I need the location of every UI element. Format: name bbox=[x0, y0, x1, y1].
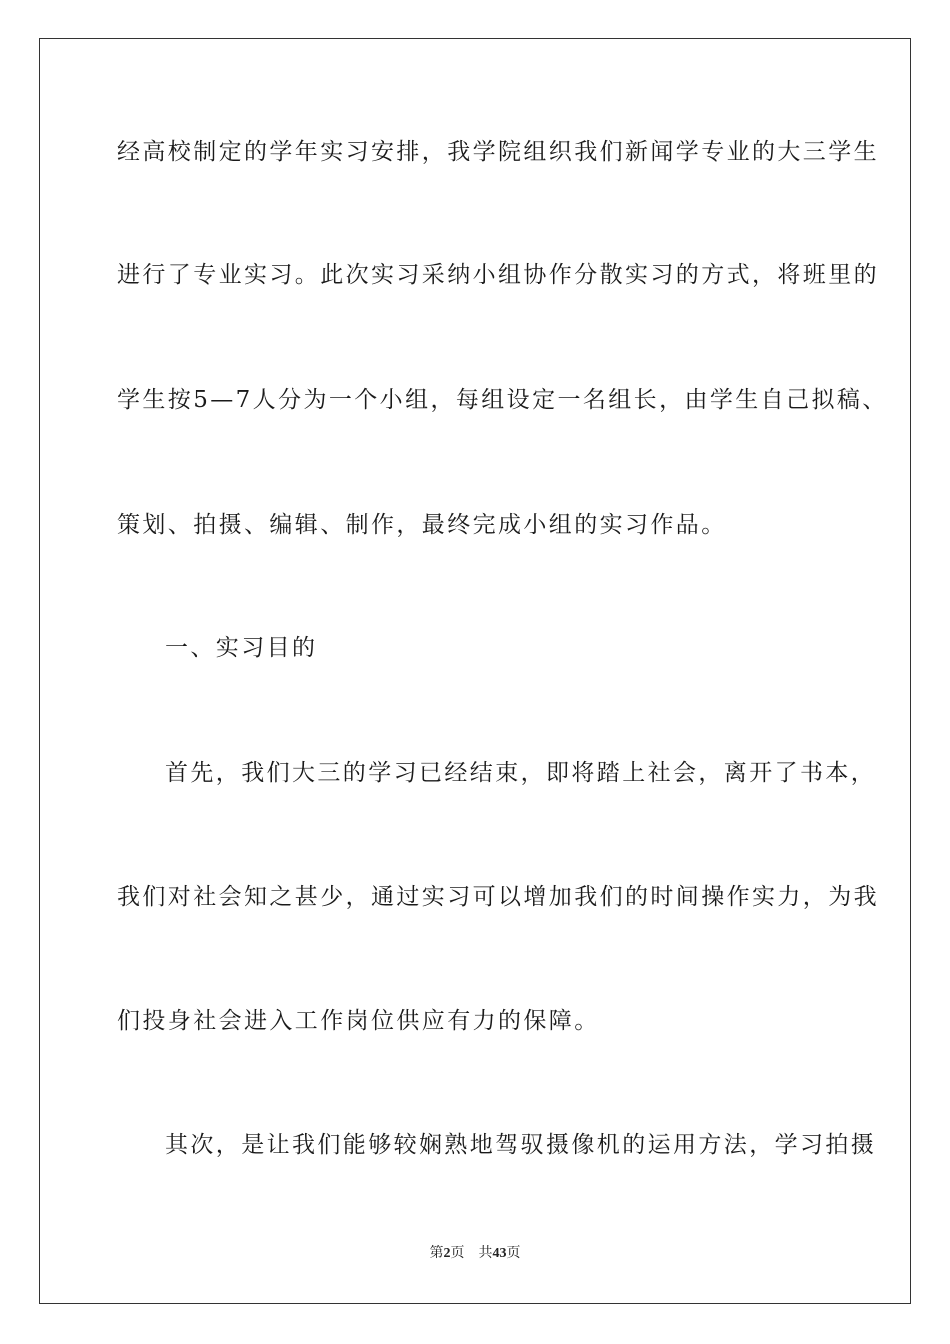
footer-total-pages: 43 bbox=[492, 1246, 507, 1261]
footer-page-number: 2 bbox=[443, 1246, 451, 1261]
footer-page-suffix: 页 bbox=[450, 1246, 465, 1261]
body-line-2: 进行了专业实习。此次实习采纳小组协作分散实习的方式，将班里的 bbox=[117, 262, 879, 288]
body-line-3: 学生按5—7人分为一个小组，每组设定一名组长，由学生自己拟稿、 bbox=[117, 387, 888, 413]
body-line-6: 首先，我们大三的学习已经结束，即将踏上社会，离开了书本， bbox=[165, 760, 877, 786]
footer-total-prefix: 共 bbox=[478, 1246, 493, 1261]
body-line-1: 经高校制定的学年实习安排，我学院组织我们新闻学专业的大三学生 bbox=[117, 139, 879, 165]
page-border bbox=[39, 38, 911, 1304]
body-line-9: 其次，是让我们能够较娴熟地驾驭摄像机的运用方法，学习拍摄 bbox=[165, 1132, 877, 1158]
body-line-7: 我们对社会知之甚少，通过实习可以增加我们的时间操作实力，为我 bbox=[117, 884, 879, 910]
body-line-8: 们投身社会进入工作岗位供应有力的保障。 bbox=[117, 1008, 600, 1034]
footer-total-suffix: 页 bbox=[506, 1246, 521, 1261]
footer-page-prefix: 第 bbox=[429, 1246, 444, 1261]
page-footer bbox=[0, 1245, 950, 1263]
section-heading: 一、实习目的 bbox=[165, 635, 318, 661]
body-line-4: 策划、拍摄、编辑、制作，最终完成小组的实习作品。 bbox=[117, 512, 727, 538]
